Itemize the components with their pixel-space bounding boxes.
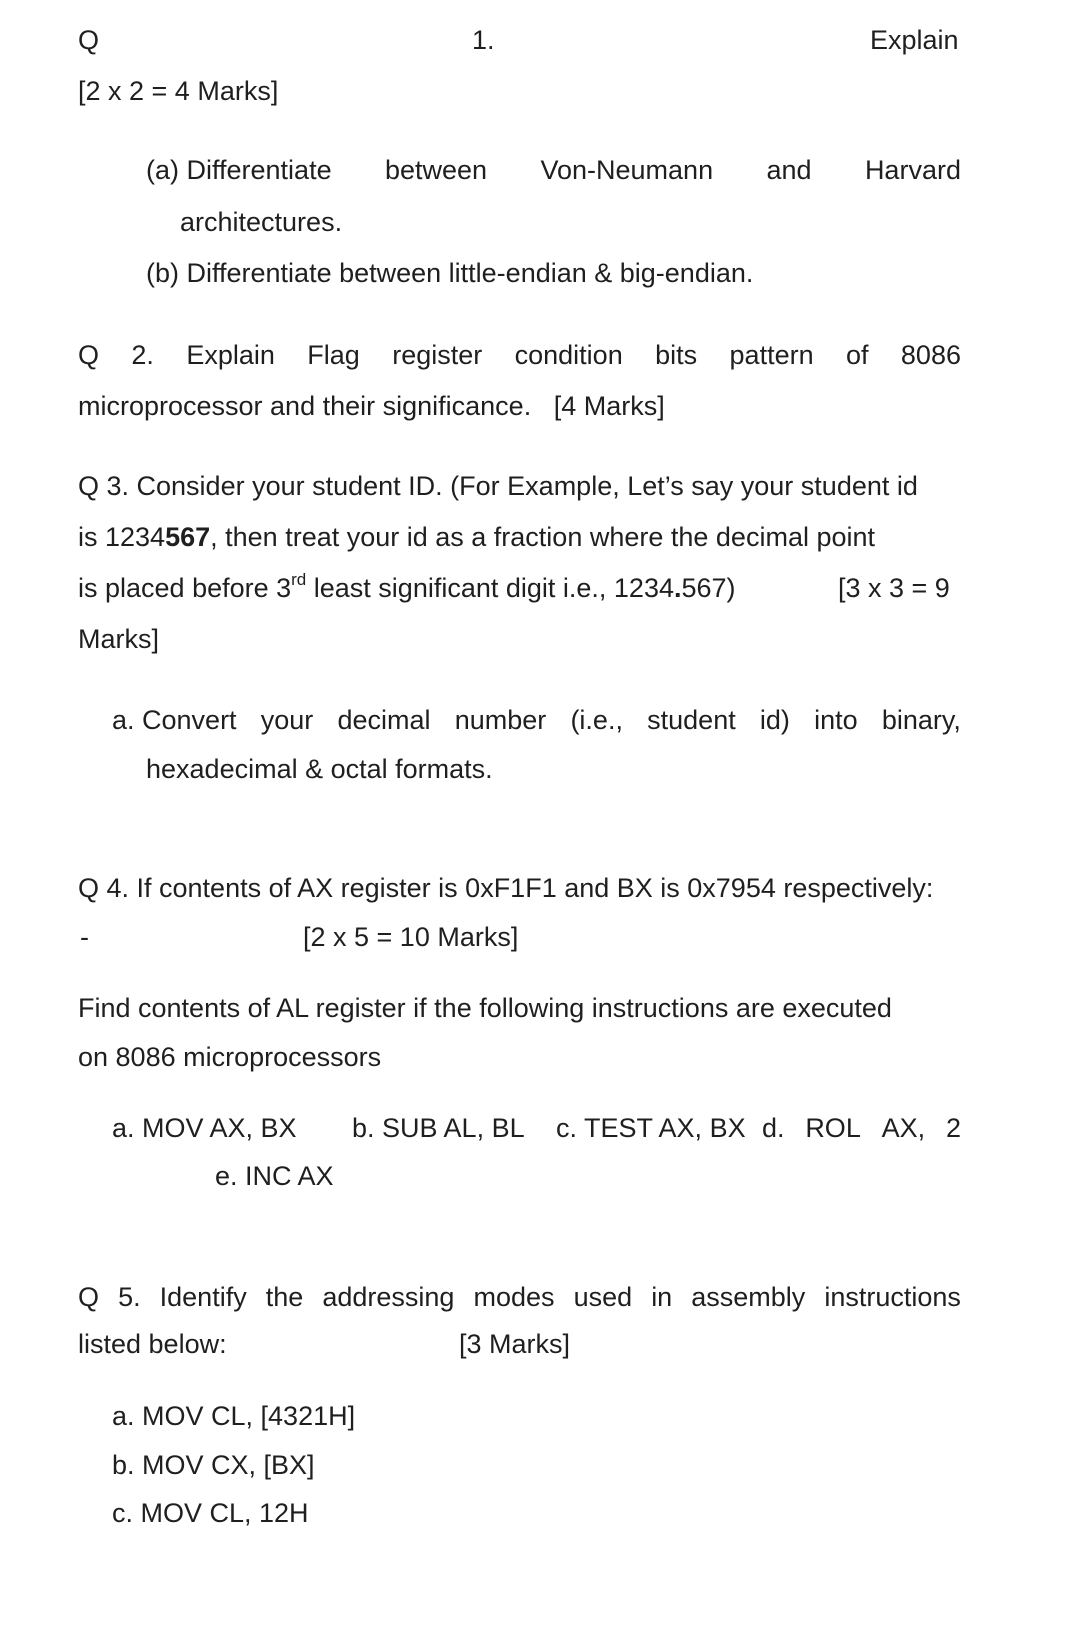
word: assembly — [691, 1282, 806, 1312]
q4-marks: [2 x 5 = 10 Marks] — [303, 922, 519, 952]
q2-line2: microprocessor and their significance. [4 Marks] — [78, 391, 665, 421]
word: Flag — [307, 340, 360, 370]
q2-line1 — [78, 342, 961, 369]
word: student — [647, 705, 736, 735]
word: a. Convert — [112, 705, 237, 735]
word: 2 — [945, 1113, 961, 1143]
q4-find-line2: on 8086 microprocessors — [78, 1042, 382, 1072]
q5-line2: listed below: — [78, 1329, 227, 1359]
q5-marks: [3 Marks] — [459, 1329, 571, 1359]
word: of — [845, 340, 869, 370]
word: and — [766, 155, 812, 185]
q1-number: 1. — [472, 25, 495, 55]
word: d. — [762, 1113, 785, 1143]
text: 567) — [681, 573, 736, 603]
word: your — [260, 705, 314, 735]
word: Explain — [186, 340, 275, 370]
word: register — [392, 340, 483, 370]
word: number — [454, 705, 547, 735]
word: (i.e., — [570, 705, 623, 735]
word: pattern — [729, 340, 814, 370]
q5-option-b: b. MOV CX, [BX] — [112, 1450, 315, 1480]
q1-label: Q — [78, 25, 100, 55]
q1-part-b: (b) Differentiate between little-endian & big-endian. — [146, 258, 754, 288]
q4-find-line1: Find contents of AL register if the following instructions are executed — [78, 993, 892, 1023]
q3-part-a-line1 — [112, 707, 961, 734]
word: 5. — [118, 1282, 141, 1312]
bold-digits: 567 — [165, 522, 211, 552]
q3-marks: [3 x 3 = 9 — [838, 573, 950, 603]
word: ROL — [805, 1113, 861, 1143]
q1-marks: [2 x 2 = 4 Marks] — [78, 76, 279, 106]
word: Von-Neumann — [540, 155, 714, 185]
q4-option-b: b. SUB AL, BL — [352, 1113, 525, 1143]
q3-part-a-line2: hexadecimal & octal formats. — [146, 754, 493, 784]
q4-line1: Q 4. If contents of AX register is 0xF1F1 and BX is 0x7954 respectively: — [78, 873, 934, 903]
q3-line4: Marks] — [78, 624, 159, 654]
word: bits — [655, 340, 698, 370]
q1-part-a-line1 — [146, 157, 961, 184]
text: is placed before 3 — [78, 573, 292, 603]
word: binary, — [881, 705, 961, 735]
q5-line1 — [78, 1284, 961, 1311]
word: the — [265, 1282, 304, 1312]
q5-option-c: c. MOV CL, 12H — [112, 1498, 309, 1528]
word: decimal — [337, 705, 431, 735]
word: instructions — [824, 1282, 961, 1312]
q4-option-a: a. MOV AX, BX — [112, 1113, 297, 1143]
word: into — [814, 705, 858, 735]
word: between — [384, 155, 488, 185]
q4-option-d — [762, 1115, 961, 1142]
word: condition — [514, 340, 623, 370]
word: used — [573, 1282, 633, 1312]
q3-line2 — [78, 524, 875, 551]
word: AX, — [881, 1113, 926, 1143]
q4-option-e: e. INC AX — [215, 1161, 334, 1191]
q3-line3 — [78, 570, 736, 603]
superscript: rd — [291, 570, 307, 589]
word: id) — [759, 705, 790, 735]
word: 8086 — [900, 340, 961, 370]
word: in — [651, 1282, 673, 1312]
word: Q — [78, 340, 100, 370]
word: addressing — [322, 1282, 455, 1312]
text: least significant digit i.e., 1234 — [306, 573, 674, 603]
q3-line1: Q 3. Consider your student ID. (For Example, Let’s say your student id — [78, 471, 918, 501]
word: 2. — [131, 340, 154, 370]
word: Harvard — [864, 155, 961, 185]
q1-part-a-line2: architectures. — [180, 207, 343, 237]
word: modes — [473, 1282, 555, 1312]
text: is 1234 — [78, 522, 166, 552]
q5-option-a: a. MOV CL, [4321H] — [112, 1401, 356, 1431]
q4-option-c: c. TEST AX, BX — [556, 1113, 746, 1143]
word: Q — [78, 1282, 100, 1312]
word: Identify — [159, 1282, 247, 1312]
word: (a) Differentiate — [146, 155, 332, 185]
text: , then treat your id as a fraction where the decimal point — [210, 522, 876, 552]
bold-point: . — [673, 573, 682, 603]
q4-dash: - — [80, 922, 89, 952]
q1-explain: Explain — [870, 25, 959, 55]
